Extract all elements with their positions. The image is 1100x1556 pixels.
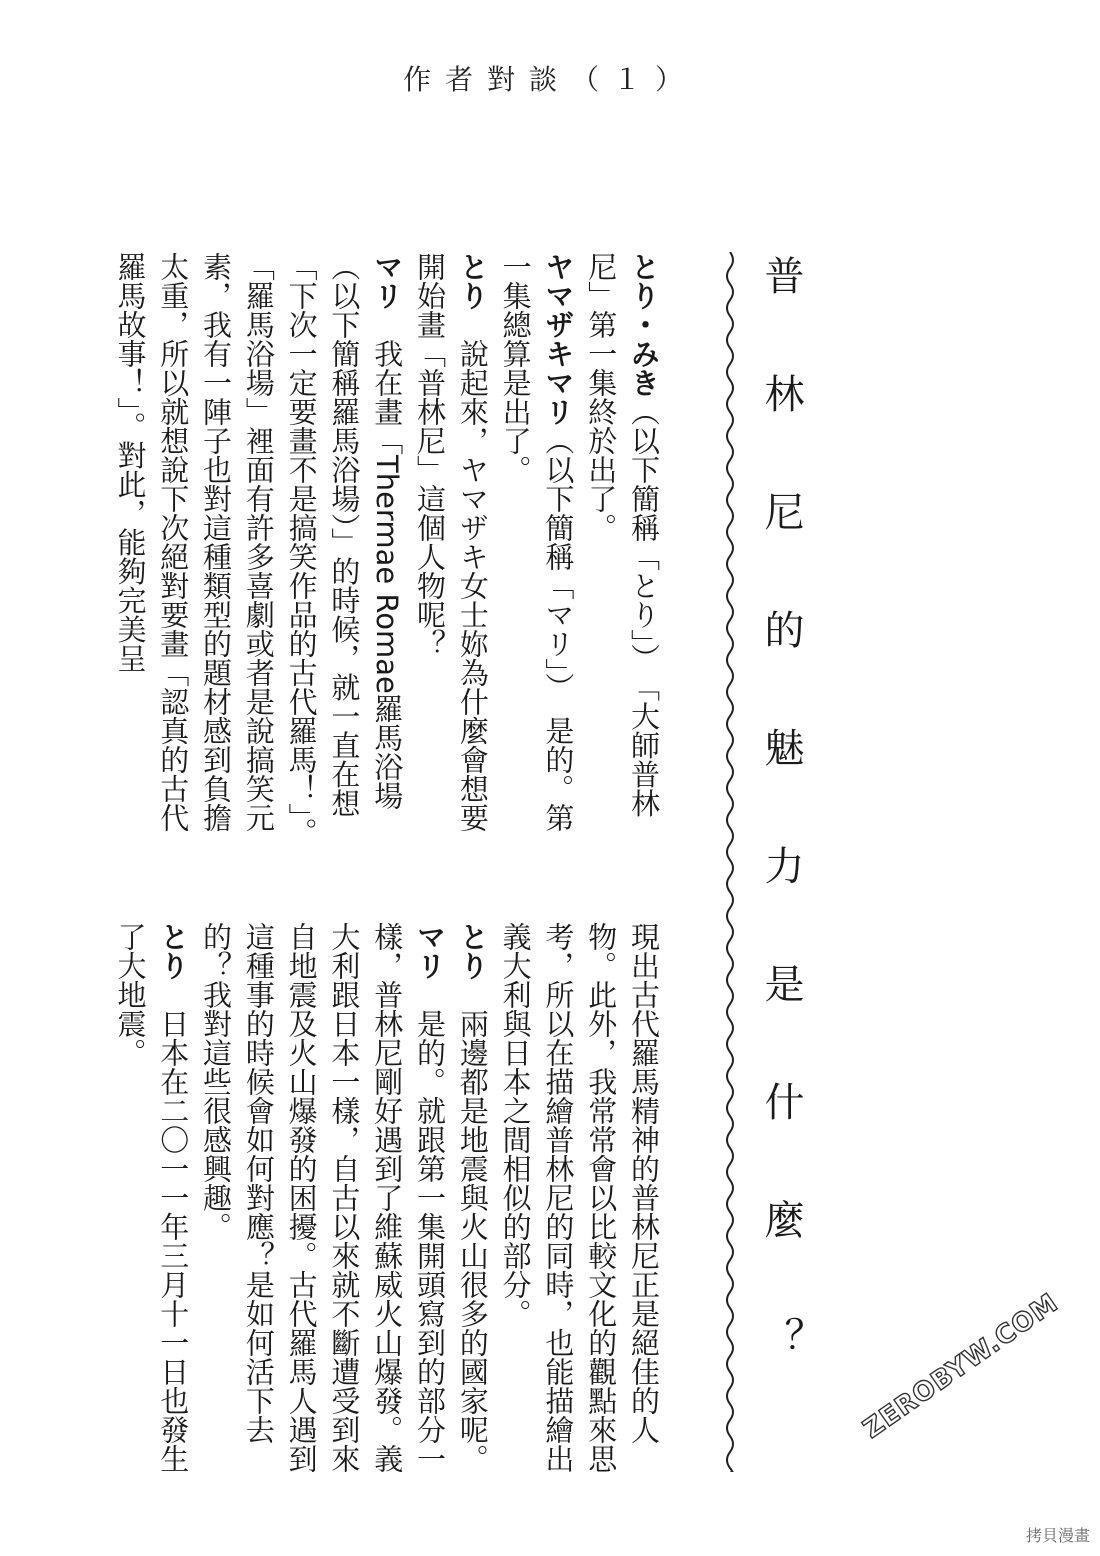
speaker-name: マリ: [370, 252, 405, 310]
speaker-name: とり・みき: [627, 252, 661, 397]
dialogue-text: 日本在二〇一一年三月十一日也發生了大地震。: [113, 922, 191, 1473]
dialogue-paragraph: [109, 922, 195, 1482]
speaker-name: とり: [156, 922, 191, 980]
dialogue-text: 是的。就跟第一集開頭寫到的部分一樣，普林尼剛好遇到了維蘇威火山爆發。義大利跟日本一樣，自古以來就不斷遭受到來自地震及火山爆發的困擾。古代羅馬人遇到這種事的時候會如何對應？是如何活下去的？我對這些很感興趣。: [199, 922, 448, 1473]
dialogue-paragraph: [408, 252, 494, 852]
chapter-title: 普林尼的魅力是什麼？: [758, 255, 804, 1435]
dialogue-paragraph: [494, 252, 580, 852]
dialogue-paragraph: [451, 922, 494, 1482]
watermark-caption: 拷貝漫畫: [1025, 1526, 1090, 1545]
page-header: 作者對談（１）: [402, 63, 697, 96]
dialogue-text: （以下簡稱「とり」） 「大師普林尼」第一集終於出了。: [584, 252, 661, 818]
dialogue-paragraph: [109, 252, 409, 852]
speaker-name: とり: [455, 252, 490, 310]
speaker-name: ヤマザキマリ: [541, 252, 576, 426]
watermark-logo: ZEROBYW.COM: [858, 1287, 1064, 1445]
dialogue-text: 我在畫「Thermae Romae羅馬浴場（以下簡稱羅馬浴場）」的時候，就一直在想「下次一定要畫不是搞笑作品的古代羅馬！」。「羅馬浴場」裡面有許多喜劇或者是說搞笑元素，我有一陣子也對這種類型的題材感到負擔太重，所以就想說下次絕對要畫「認真的古代羅馬故事！」。對此，能夠完美呈: [113, 252, 405, 847]
dialogue-text: 兩邊都是地震與火山很多的國家呢。: [455, 980, 490, 1473]
dialogue-paragraph: [494, 922, 665, 1482]
wavy-divider: [715, 252, 745, 1472]
dialogue-text: 說起來，ヤマザキ女士妳為什麼會想要開始畫「普林尼」這個人物呢？: [413, 252, 490, 832]
speaker-name: とり: [455, 922, 490, 980]
speaker-name: マリ: [413, 922, 448, 980]
dialogue-block-top: [100, 252, 665, 852]
dialogue-block-bottom: [100, 922, 665, 1482]
dialogue-paragraph: [194, 922, 451, 1482]
dialogue-text: （以下簡稱「マリ」） 是的。第一集總算是出了。: [498, 252, 576, 832]
dialogue-text: 現出古代羅馬精神的普林尼正是絕佳的人物。此外，我常常會以比較文化的觀點來思考，所以在描繪普林尼的同時，也能描繪出義大利與日本之間相似的部分。: [498, 922, 661, 1473]
dialogue-paragraph: [579, 252, 665, 852]
